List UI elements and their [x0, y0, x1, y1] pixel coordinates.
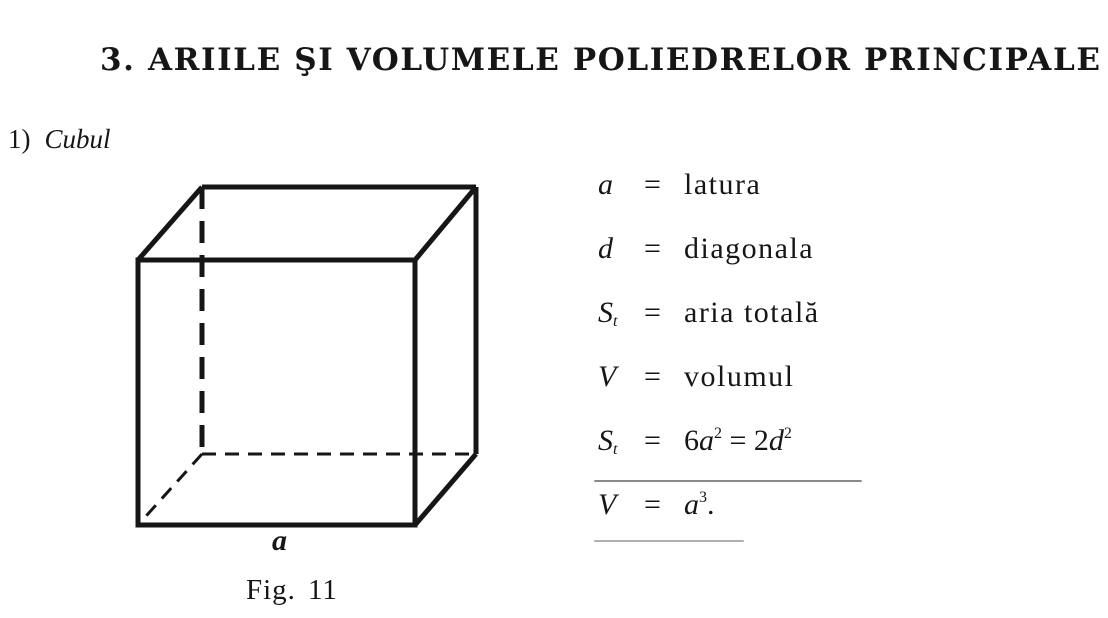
- equals-sign: =: [644, 168, 661, 201]
- formula-underline: [594, 480, 862, 482]
- equals-sign: =: [644, 232, 661, 265]
- subsection-heading: [8, 124, 111, 155]
- right-edge-bottom: [415, 454, 476, 525]
- equals-sign: =: [644, 488, 661, 521]
- volume-formula: [598, 488, 820, 552]
- hidden-edge-depth: [138, 454, 202, 525]
- definition-symbol: d: [598, 232, 613, 265]
- definition-symbol: V: [598, 360, 617, 393]
- caption-number: 11: [307, 574, 338, 606]
- caption-prefix: Fig.: [246, 574, 296, 606]
- cube-figure: [126, 175, 486, 535]
- equals-sign: =: [644, 424, 661, 457]
- definition-symbol: a: [598, 168, 613, 201]
- area-formula: [598, 424, 820, 488]
- subsection-name: Cubul: [44, 124, 111, 154]
- edge-label: a: [272, 524, 287, 557]
- definitions-list: [598, 168, 820, 552]
- definition-row: [598, 360, 820, 424]
- section-title: [100, 42, 1102, 78]
- definition-meaning: aria totală: [684, 296, 820, 329]
- subsection-number: 1): [8, 124, 31, 154]
- formula-underline: [594, 540, 744, 542]
- section-heading: ARIILE ŞI VOLUMELE POLIEDRELOR PRINCIPALE: [147, 42, 1102, 78]
- section-number: 3.: [100, 42, 136, 78]
- area-expression: $6a^2 = 2d^2$: [684, 424, 792, 457]
- definition-row: [598, 168, 820, 232]
- top-edge-left: [138, 187, 202, 260]
- formula-symbol: V: [598, 488, 617, 521]
- top-edge-right: [415, 187, 476, 260]
- definition-row: [598, 296, 820, 360]
- definition-meaning: latura: [684, 168, 762, 201]
- definition-row: [598, 232, 820, 296]
- equals-sign: =: [644, 296, 661, 329]
- equals-sign: =: [644, 360, 661, 393]
- volume-expression: $a^3$.: [684, 488, 715, 521]
- definition-symbol: $S_t$: [598, 296, 618, 330]
- front-face: [138, 260, 415, 525]
- definition-meaning: diagonala: [684, 232, 815, 265]
- figure-caption: [246, 574, 338, 607]
- formula-symbol: $S_t$: [598, 424, 618, 458]
- definition-meaning: volumul: [684, 360, 795, 393]
